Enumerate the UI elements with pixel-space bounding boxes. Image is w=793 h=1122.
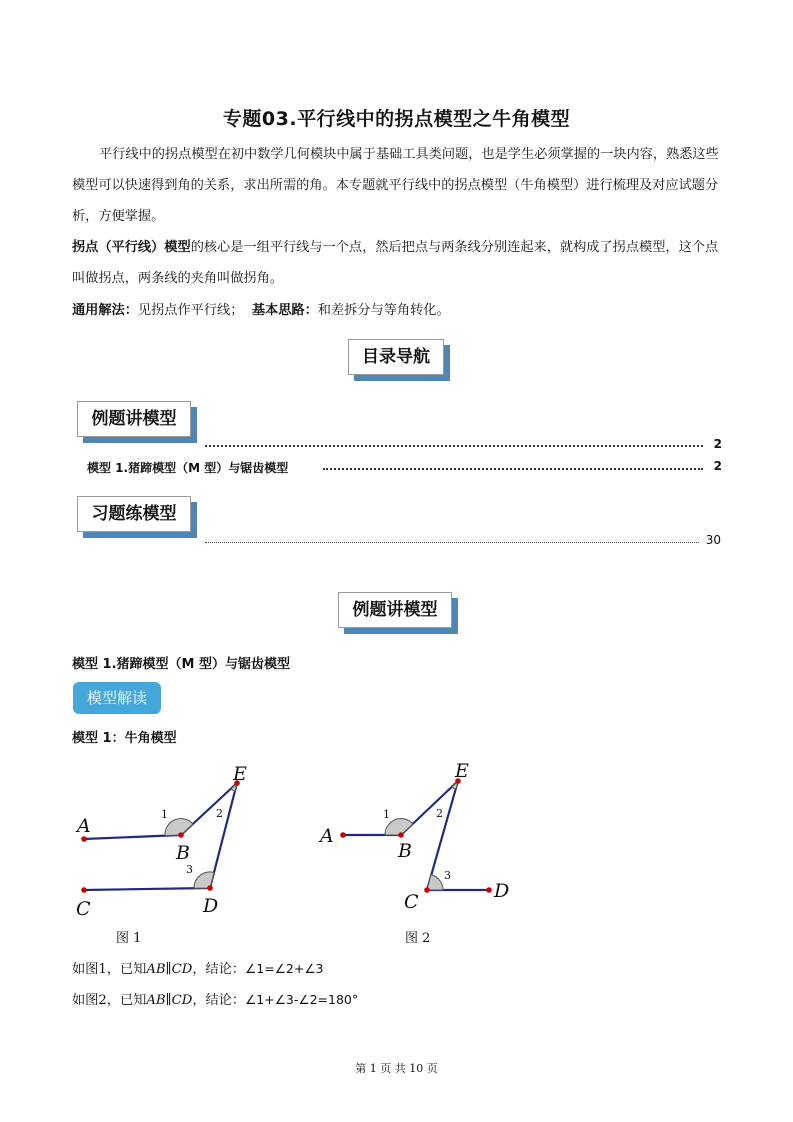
conclusion-1-mid: ，结论： — [192, 962, 246, 977]
point-C — [424, 887, 430, 893]
toc-leader-dots — [205, 542, 699, 543]
figure-2 — [310, 755, 520, 920]
conclusion-1-condition: AB∥CD — [146, 962, 193, 977]
toc-section-examples[interactable]: 例题讲模型 — [77, 401, 191, 437]
angle-label-2: 2 — [216, 807, 223, 820]
toc-page-number: 2 — [713, 459, 722, 473]
section-heading-examples: 例题讲模型 — [338, 592, 452, 628]
angle-label-3: 3 — [444, 869, 451, 882]
conclusion-1-prefix: 如图1，已知 — [72, 962, 147, 977]
intro-paragraph: 平行线中的拐点模型在初中数学几何模块中属于基础工具类问题，也是学生必须掌握的一块内容，熟悉这些模型可以快速得到角的关系，求出所需的角。本专题就平行线中的拐点模型（牛角模型）进行梳理及对应试题分析，方便掌握。 — [72, 147, 719, 224]
label-C: C — [404, 891, 419, 913]
label-A: A — [320, 825, 334, 847]
angle-label-1: 1 — [161, 808, 168, 821]
toc-leader-dots — [205, 445, 703, 447]
angle-1-arc — [385, 819, 413, 835]
angle-label-3: 3 — [186, 863, 193, 876]
angle-label-2: 2 — [436, 807, 443, 820]
point-A — [81, 836, 87, 842]
idea-text: 和差拆分与等角转化。 — [317, 303, 450, 318]
point-A — [340, 832, 346, 838]
conclusion-2-prefix: 如图2，已知 — [72, 993, 147, 1008]
point-B — [398, 832, 404, 838]
label-B: B — [176, 842, 190, 864]
line-EC — [427, 781, 458, 890]
label-A: A — [77, 815, 91, 837]
angle-1-arc — [165, 819, 193, 836]
figure-2-lines — [343, 781, 489, 890]
conclusion-2-condition: AB∥CD — [146, 993, 193, 1008]
definition-text: 的核心是一组平行线与一个点，然后把点与两条线分别连起来，就构成了拐点模型，这个点叫做拐点，两条线的夹角叫做拐角。 — [72, 240, 719, 286]
figure-1 — [60, 755, 280, 920]
page-footer: 第 1 页 共 10 页 — [355, 1062, 438, 1075]
label-C: C — [76, 898, 91, 920]
conclusion-2 — [72, 984, 358, 1016]
toc-entry-text: 模型 1.猪蹄模型（M 型）与锯齿模型 — [87, 461, 289, 475]
line-CD — [84, 888, 210, 890]
label-E: E — [233, 763, 247, 785]
label-D: D — [203, 895, 219, 917]
figure-2-caption: 图 2 — [405, 931, 431, 946]
point-C — [81, 887, 87, 893]
label-E: E — [455, 760, 469, 782]
point-B — [178, 832, 184, 838]
model1-label: 模型 1：牛角模型 — [72, 731, 177, 746]
toc-page-number: 30 — [705, 533, 721, 547]
model-reading-pill: 模型解读 — [73, 682, 161, 714]
method-text: 见拐点作平行线； — [137, 303, 244, 318]
toc-section-exercises[interactable]: 习题练模型 — [77, 496, 191, 532]
idea-label: 基本思路： — [251, 303, 318, 318]
method-label: 通用解法： — [72, 303, 138, 318]
figure-1-arcs — [165, 783, 237, 888]
conclusion-2-result: ∠1+∠3-∠2=180° — [245, 992, 359, 1007]
conclusion-1 — [72, 953, 324, 985]
figure-1-caption: 图 1 — [116, 931, 142, 946]
label-B: B — [398, 840, 412, 862]
toc-leader-dots — [323, 468, 703, 470]
toc-page-number: 2 — [713, 437, 722, 451]
conclusion-1-result: ∠1=∠2+∠3 — [245, 961, 324, 976]
point-D — [486, 887, 492, 893]
method-line — [72, 295, 722, 326]
point-D — [207, 885, 213, 891]
model-heading: 模型 1.猪蹄模型（M 型）与锯齿模型 — [72, 657, 290, 672]
definition-term: 拐点（平行线）模型 — [72, 240, 191, 255]
angle-label-1: 1 — [383, 808, 390, 821]
conclusion-2-mid: ，结论： — [192, 993, 246, 1008]
label-D: D — [494, 880, 510, 902]
toc-heading: 目录导航 — [348, 339, 444, 375]
angle-3-arc — [427, 875, 443, 890]
page-title: 专题03.平行线中的拐点模型之牛角模型 — [222, 108, 571, 130]
definition-paragraph — [72, 232, 722, 294]
